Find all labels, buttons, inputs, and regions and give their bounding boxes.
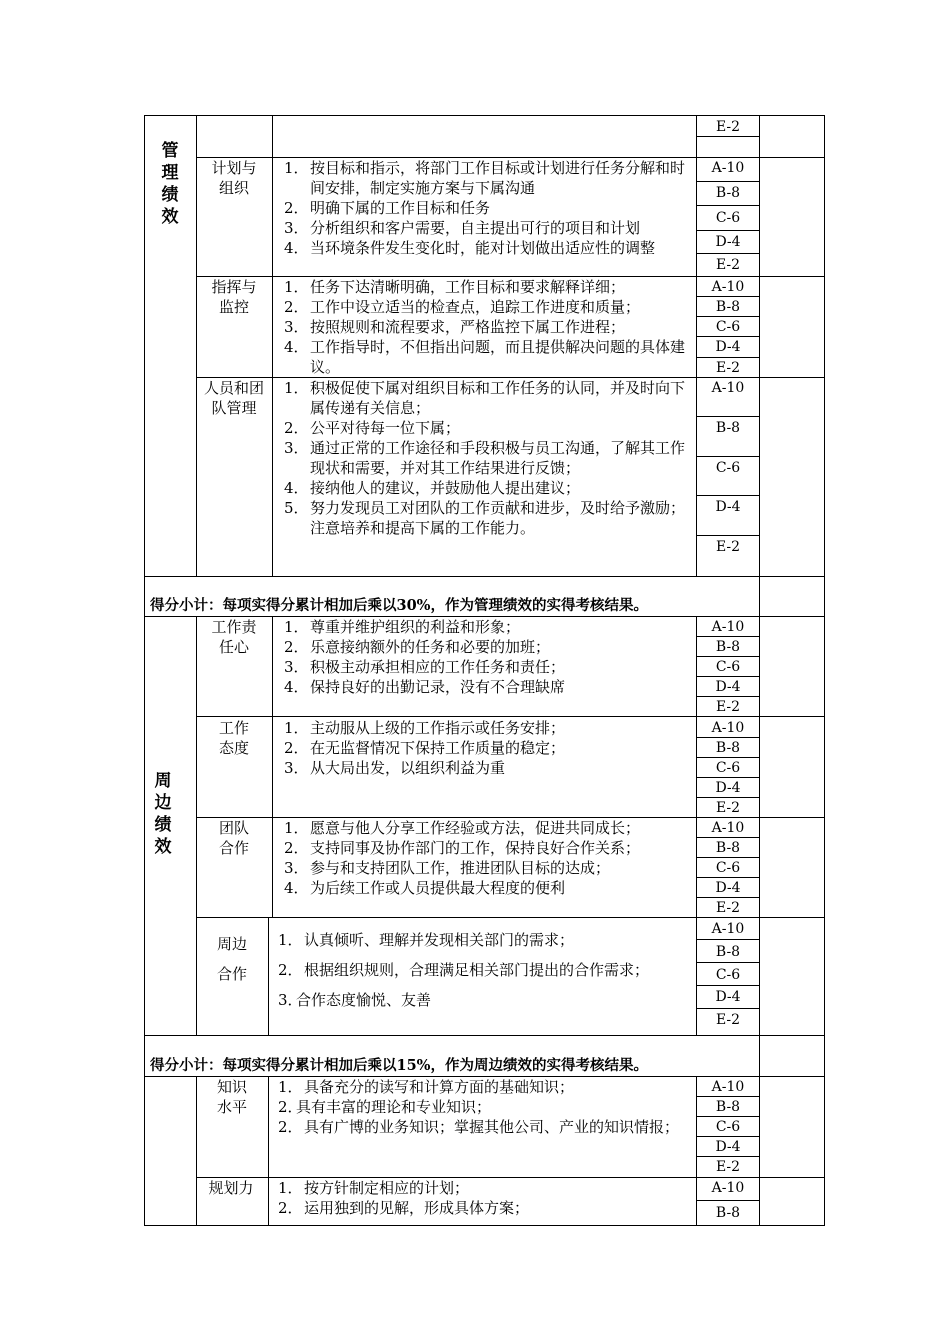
list-item: 4． 为后续工作或人员提供最大程度的便利 <box>284 879 566 897</box>
list-item: 3． 从大局出发，以组织利益为重 <box>284 759 506 777</box>
list-item: 1． 按目标和指示，将部门工作目标或计划进行任务分解和时间安排，制定实施方案与下属沟通 <box>284 159 686 197</box>
list-attitude <box>276 718 692 778</box>
group-label-planning-ability: 规划力 <box>208 1179 254 1197</box>
list-item: 1． 具备充分的读写和计算方面的基础知识； <box>278 1078 575 1096</box>
grade-b: B-8 <box>715 639 741 655</box>
list-item: 2． 在无监督情况下保持工作质量的稳定； <box>284 739 566 757</box>
grade-b: B-8 <box>715 420 741 436</box>
list-item: 1． 按方针制定相应的计划； <box>278 1179 470 1197</box>
list-item: 1． 任务下达清晰明确，工作目标和要求解释详细； <box>284 278 626 296</box>
list-item: 5． 努力发现员工对团队的工作贡献和进步，及时给予激励；注意培养和提高下属的工作能力。 <box>284 499 686 537</box>
grade-c: C-6 <box>715 1119 741 1135</box>
list-item: 2． 具有丰富的理论和专业知识； <box>278 1098 492 1116</box>
grade-c: C-6 <box>715 860 741 876</box>
list-item: 2． 乐意接纳额外的任务和必要的加班； <box>284 638 551 656</box>
grade-c: C-6 <box>715 210 741 226</box>
grade-e: E-2 <box>715 360 741 376</box>
list-cooperation <box>270 929 692 1011</box>
grade-a: A-10 <box>711 1180 745 1196</box>
group-label-team-management: 人员和团队管理 <box>204 379 265 417</box>
list-item: 1． 愿意与他人分享工作经验或方法，促进共同成长； <box>284 819 641 837</box>
grade-d: D-4 <box>715 234 741 250</box>
grade-a: A-10 <box>711 720 745 736</box>
list-item: 2． 支持同事及协作部门的工作，保持良好合作关系； <box>284 839 641 857</box>
list-item: 2． 运用独到的见解，形成具体方案； <box>278 1199 530 1217</box>
grade-a: A-10 <box>711 820 745 836</box>
grade-e: E-2 <box>715 1012 741 1028</box>
grade-e: E-2 <box>715 539 741 555</box>
group-label-responsibility: 工作责任心 <box>211 618 257 656</box>
list-responsibility <box>276 617 692 697</box>
grade-d: D-4 <box>715 880 741 896</box>
grade-e: E-2 <box>715 800 741 816</box>
list-item: 1． 尊重并维护组织的利益和形象； <box>284 618 521 636</box>
grade-d: D-4 <box>715 679 741 695</box>
grade-e: E-2 <box>715 1159 741 1175</box>
grade-c: C-6 <box>715 659 741 675</box>
list-item: 2． 具有广博的业务知识；掌握其他公司、产业的知识情报； <box>278 1118 680 1136</box>
grade-a: A-10 <box>711 380 745 396</box>
grade-d: D-4 <box>715 989 741 1005</box>
grade-e-top: E-2 <box>715 119 741 135</box>
grade-d: D-4 <box>715 780 741 796</box>
list-knowledge <box>270 1077 692 1137</box>
grade-a: A-10 <box>711 1079 745 1095</box>
grade-b: B-8 <box>715 185 741 201</box>
grade-b: B-8 <box>715 840 741 856</box>
grade-a: A-10 <box>711 619 745 635</box>
list-item: 1． 积极促使下属对组织目标和工作任务的认同，并及时向下属传递有关信息； <box>284 379 686 417</box>
grade-b: B-8 <box>715 1099 741 1115</box>
category-peripheral: 周边绩效 <box>154 771 172 857</box>
list-planning-ability <box>270 1178 692 1218</box>
list-item: 3． 合作态度愉悦、友善 <box>278 991 432 1009</box>
list-item: 3． 积极主动承担相应的工作任务和责任； <box>284 658 566 676</box>
grade-e: E-2 <box>715 257 741 273</box>
list-item: 3． 按照规则和流程要求，严格监控下属工作进程； <box>284 318 626 336</box>
grade-b: B-8 <box>715 740 741 756</box>
list-planning <box>276 158 692 258</box>
grade-d: D-4 <box>715 339 741 355</box>
group-label-teamwork: 团队合作 <box>218 819 249 857</box>
list-item: 3． 参与和支持团队工作，推进团队目标的达成； <box>284 859 611 877</box>
grade-d: D-4 <box>715 1139 741 1155</box>
list-item: 3． 通过正常的工作途径和手段积极与员工沟通，了解其工作现状和需要，并对其工作结果进行反馈； <box>284 439 686 477</box>
list-item: 4． 保持良好的出勤记录，没有不合理缺席 <box>284 678 566 696</box>
list-item: 1． 认真倾听、理解并发现相关部门的需求； <box>278 931 575 949</box>
list-item: 4． 工作指导时，不但指出问题，而且提供解决问题的具体建议。 <box>284 338 686 376</box>
list-item: 4． 接纳他人的建议，并鼓励他人提出建议； <box>284 479 581 497</box>
management-summary: 得分小计：每项实得分累计相加后乘以30%，作为管理绩效的实得考核结果。 <box>150 597 648 614</box>
grade-a: A-10 <box>711 921 745 937</box>
grade-b: B-8 <box>715 299 741 315</box>
grade-b: B-8 <box>715 1205 741 1221</box>
grade-c: C-6 <box>715 319 741 335</box>
grade-b: B-8 <box>715 944 741 960</box>
list-command <box>276 277 692 377</box>
group-label-cooperation: 周边合作 <box>216 935 247 983</box>
group-label-attitude: 工作态度 <box>218 719 249 757</box>
list-item: 2． 根据组织规则，合理满足相关部门提出的合作需求； <box>278 961 650 979</box>
grade-a: A-10 <box>711 279 745 295</box>
list-item: 2． 工作中设立适当的检查点，追踪工作进度和质量； <box>284 298 641 316</box>
grade-d: D-4 <box>715 499 741 515</box>
list-item: 3． 分析组织和客户需要，自主提出可行的项目和计划 <box>284 219 641 237</box>
group-label-knowledge: 知识水平 <box>216 1078 247 1116</box>
list-item: 2． 明确下属的工作目标和任务 <box>284 199 491 217</box>
grade-c: C-6 <box>715 760 741 776</box>
grade-e: E-2 <box>715 900 741 916</box>
peripheral-summary: 得分小计：每项实得分累计相加后乘以15%，作为周边绩效的实得考核结果。 <box>150 1057 648 1074</box>
category-management: 管理绩效 <box>161 141 179 227</box>
list-item: 4． 当环境条件发生变化时，能对计划做出适应性的调整 <box>284 239 656 257</box>
grade-a: A-10 <box>711 160 745 176</box>
list-item: 1． 主动服从上级的工作指示或任务安排； <box>284 719 566 737</box>
grade-c: C-6 <box>715 967 741 983</box>
list-item: 2． 公平对待每一位下属； <box>284 419 461 437</box>
grade-c: C-6 <box>715 460 741 476</box>
group-label-planning: 计划与组织 <box>211 159 257 197</box>
list-teamwork <box>276 818 692 898</box>
group-label-command: 指挥与监控 <box>211 278 257 316</box>
list-team-management <box>276 378 692 538</box>
grade-e: E-2 <box>715 699 741 715</box>
